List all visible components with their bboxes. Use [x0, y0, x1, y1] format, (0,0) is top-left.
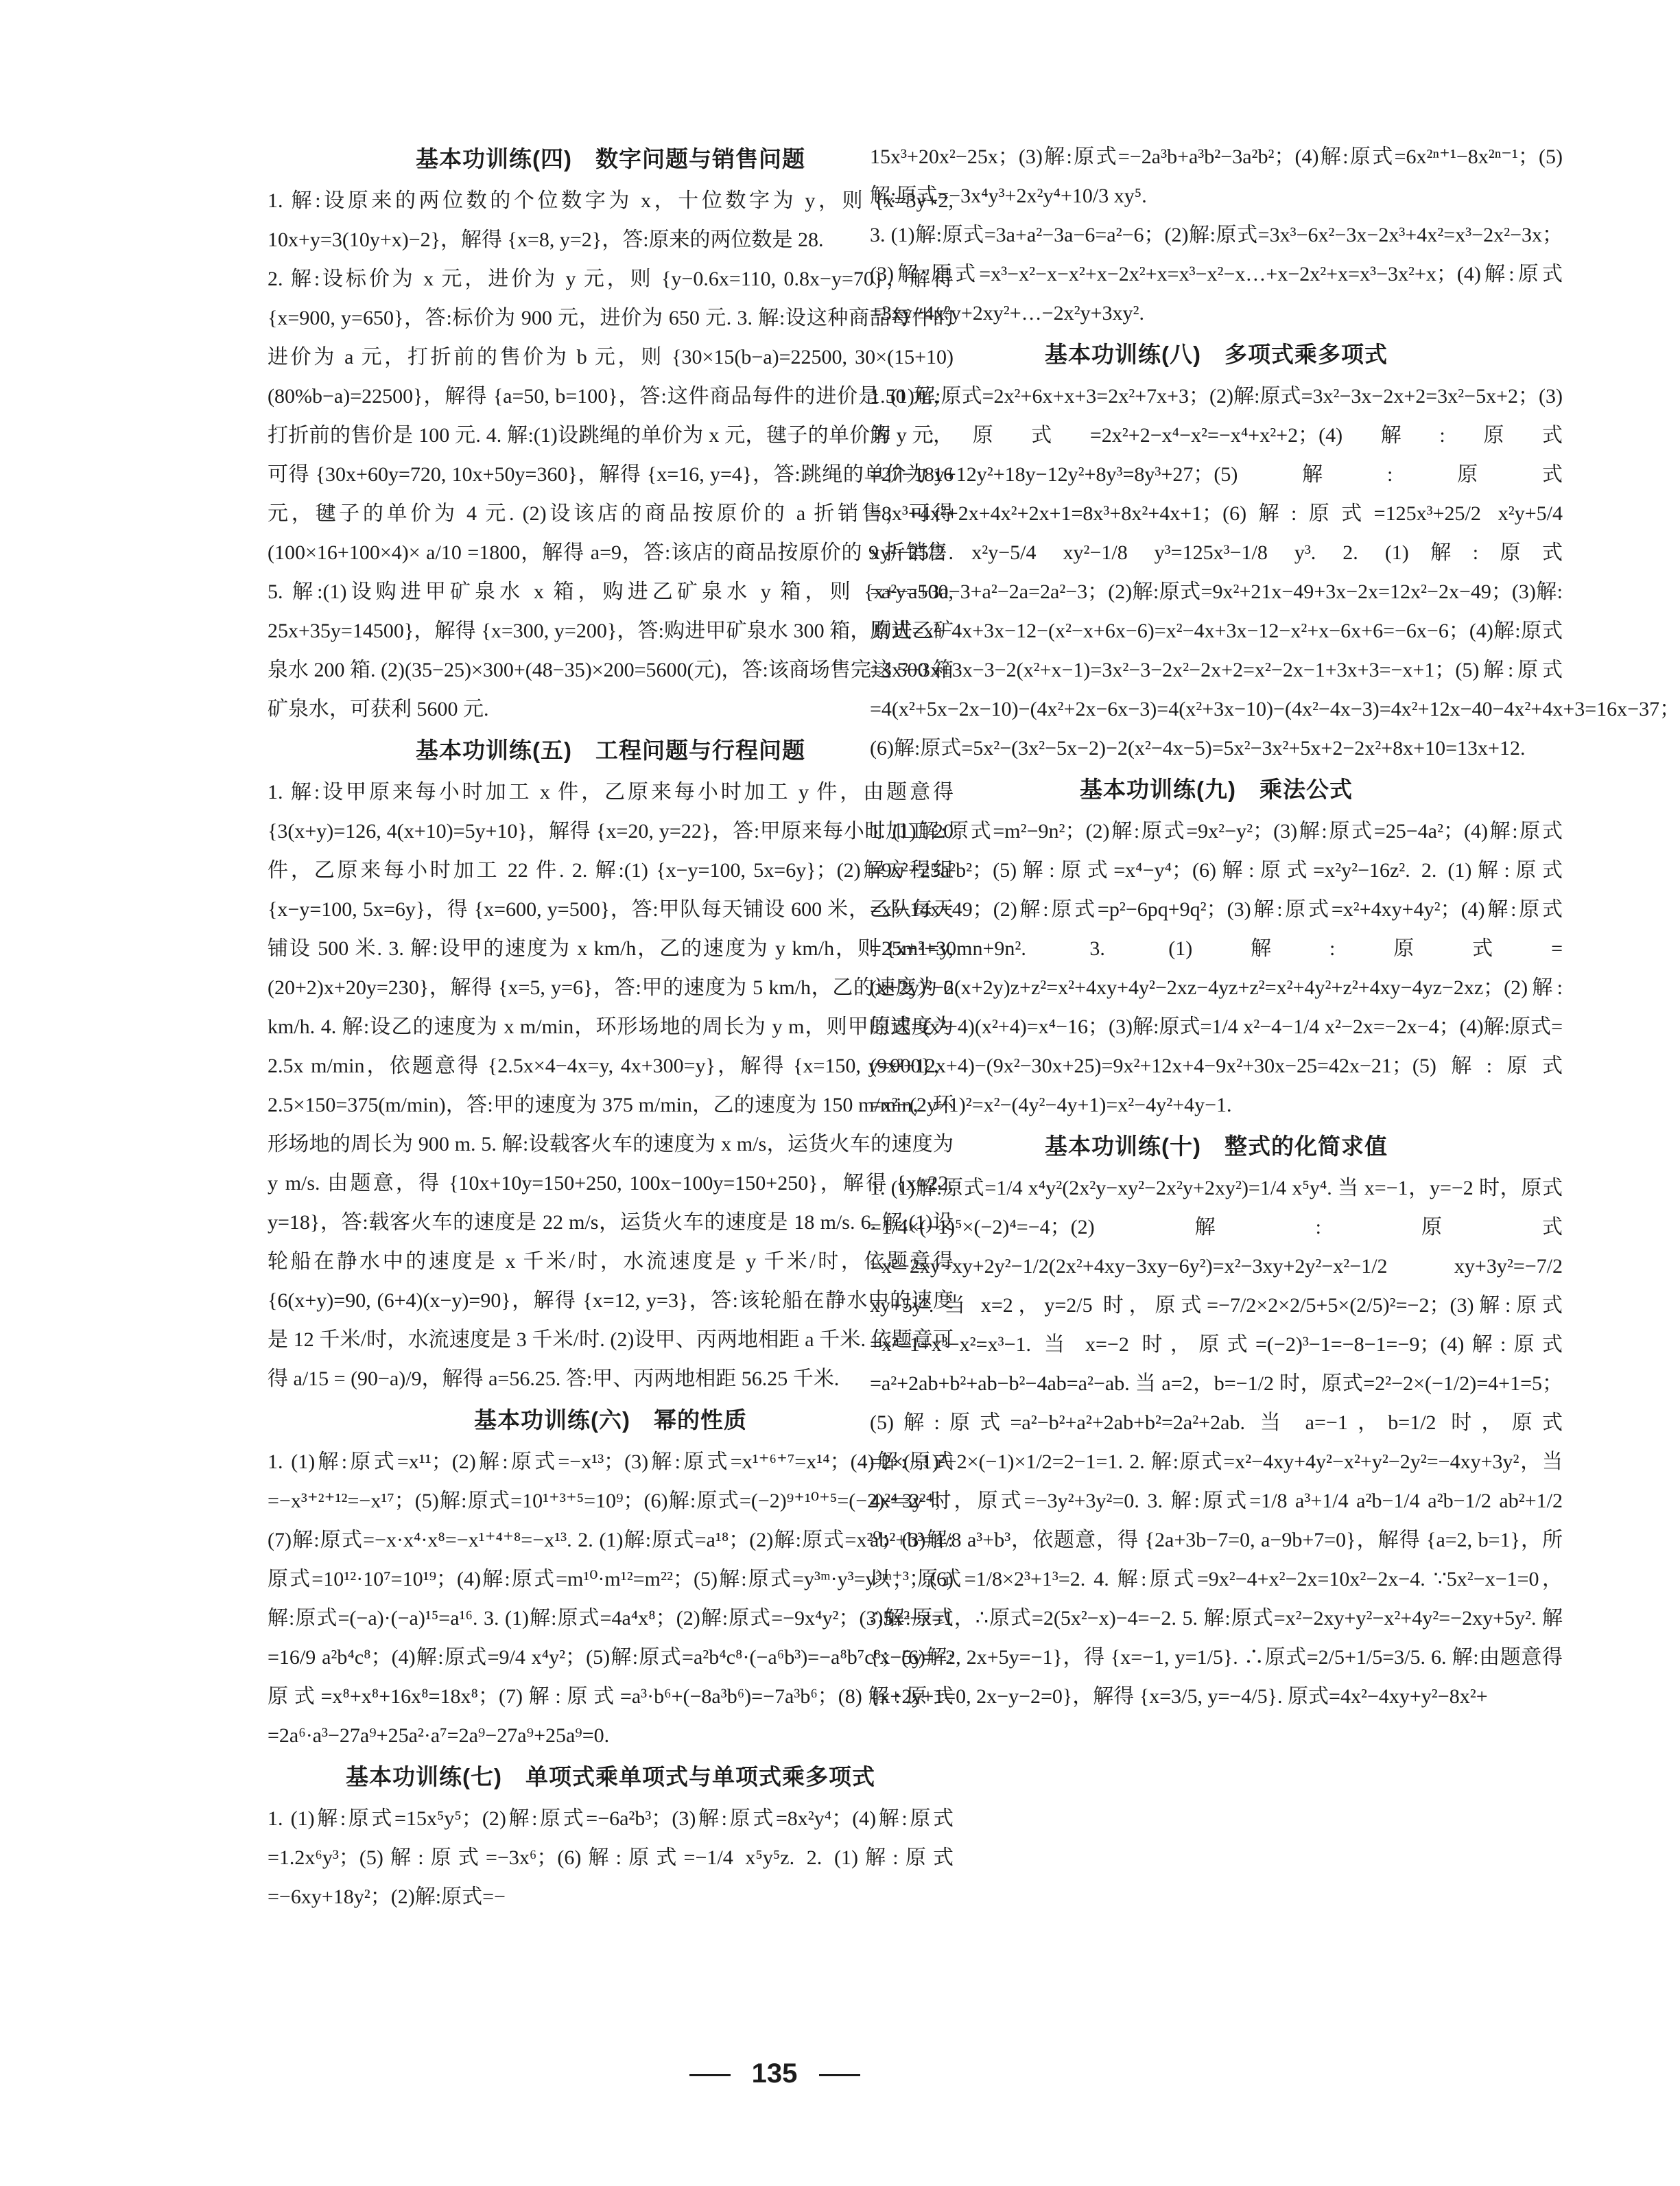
section-title: 基本功训练(四) 数字问题与销售问题 — [416, 146, 805, 172]
left-column — [268, 137, 954, 1916]
dash-left — [689, 2074, 731, 2076]
section-title: 基本功训练(五) 工程问题与行程问题 — [416, 738, 805, 763]
answer-paragraph: 15x³+20x²−25x；(3)解:原式=−2a³b+a³b²−3a²b²；(4)解:原式=6x²ⁿ⁺¹−8x²ⁿ⁻¹；(5)解:原式=−3x⁴y³+2x²y⁴+10/3 xy⁵. — [870, 145, 1563, 207]
section-title: 基本功训练(六) 幂的性质 — [474, 1407, 747, 1433]
answer-paragraph: 1. (1)解:原式=m²−9n²；(2)解:原式=9x²−y²；(3)解:原式=25−4a²；(4)解:原式=9x²−25a²b²；(5)解:原式=x⁴−y⁴；(6)解:原式=x²y²−16z². 2. (1)解:原式=x²−14x+49；(2)解:原式=p²−6pq+9q²；(3)解:原式=x²+4xy+4y²；(4)解:原式=25m²+30mn+9n². 3. (1)解:原式=(x+2y)²−2(x+2y)z+z²=x²+4xy+4y²−2xz−4yz+z²=x²+4y²+z²+4xy−4yz−2xz；(2)解:原式=(x²−4)(x²+4)=x⁴−16；(3)解:原式=1/4 x²−4−1/4 x²−2x=−2x−4；(4)解:原式=(9x²+12x+4)−(9x²−30x+25)=9x²+12x+4−9x²+30x−25=42x−21；(5)解:原式=x²−(2y−1)²=x²−(4y²−4y+1)=x²−4y²+4y−1. — [870, 820, 1563, 1116]
right-column — [870, 137, 1680, 1716]
section-title: 基本功训练(七) 单项式乘单项式与单项式乘多项式 — [346, 1764, 875, 1789]
answer-paragraph: 1. (1)解:原式=x¹¹；(2)解:原式=−x¹³；(3)解:原式=x¹⁺⁶⁺⁷=x¹⁴；(4)解:原式=−x³⁺²⁺¹²=−x¹⁷；(5)解:原式=10¹⁺³⁺⁵=10⁹；(6)解:原式=(−2)⁹⁺¹⁰⁺⁵=(−2)²⁴=2²⁴；(7)解:原式=−x·x⁴·x⁸=−x¹⁺⁴⁺⁸=−x¹³. 2. (1)解:原式=a¹⁸；(2)解:原式=x²⁰；(3)解:原式=10¹²·10⁷=10¹⁹；(4)解:原式=m¹⁰·m¹²=m²²；(5)解:原式=y³ᵐ·y³=y³ᵐ⁺³；(6)解:原式=(−a)·(−a)¹⁵=a¹⁶. 3. (1)解:原式=4a⁴x⁸；(2)解:原式=−9x⁴y²；(3)解:原式=16/9 a²b⁴c⁸；(4)解:原式=9/4 x⁴y²；(5)解:原式=a²b⁴c⁸·(−a⁶b³)=−a⁸b⁷c⁸；(6)解:原式=x⁸+x⁸+16x⁸=18x⁸；(7)解:原式=a³·b⁶+(−8a³b⁶)=−7a³b⁶；(8)解:原式=2a⁶·a³−27a⁹+25a²·a⁷=2a⁹−27a⁹+25a⁹=0. — [268, 1450, 954, 1747]
answer-paragraph: 2. 解:设标价为 x 元，进价为 y 元，则 {y−0.6x=110, 0.8x−y=70}，解得 {x=900, y=650}，答:标价为 900 元，进价为 650 元. 3. 解:设这种商品每件的进价为 a 元，打折前的售价为 b 元，则 {30×15(b−a)=22500, 30×(15+10)(80%b−a)=22500}，解得 {a=50, b=100}，答:这件商品每件的进价是 50 元，打折前的售价是 100 元. 4. 解:(1)设跳绳的单价为 x 元，毽子的单价为 y 元，可得 {30x+60y=720, 10x+50y=360}，解得 {x=16, y=4}，答:跳绳的单价为 16 元，毽子的单价为 4 元. (2)设该店的商品按原价的 a 折销售，可得(100×16+100×4)× a/10 =1800，解得 a=9，答:该店的商品按原价的 9 折销售. 5. 解:(1)设购进甲矿泉水 x 箱，购进乙矿泉水 y 箱，则 {x+y=500, 25x+35y=14500}，解得 {x=300, y=200}，答:购进甲矿泉水 300 箱，购进乙矿泉水 200 箱. (2)(35−25)×300+(48−35)×200=5600(元)，答:该商场售完这 500 箱矿泉水，可获利 5600 元. — [268, 268, 954, 720]
answer-paragraph: 1. (1)解:原式=15x⁵y⁵；(2)解:原式=−6a²b³；(3)解:原式=8x²y⁴；(4)解:原式=1.2x⁶y³；(5)解:原式=−3x⁶；(6)解:原式=−1/4 x⁵y⁵z. 2. (1)解:原式=−6xy+18y²；(2)解:原式=− — [268, 1807, 954, 1908]
answer-paragraph: 1. 解:设原来的两位数的个位数字为 x，十位数字为 y，则 {x=3y+2, 10x+y=3(10y+x)−2}，解得 {x=8, y=2}，答:原来的两位数是 28. — [268, 189, 954, 251]
dash-right — [819, 2074, 860, 2076]
answer-paragraph: 1. 解:设甲原来每小时加工 x 件，乙原来每小时加工 y 件，由题意得 {3(x+y)=126, 4(x+10)=5y+10}，解得 {x=20, y=22}，答:甲原来每小时加工 20 件，乙原来每小时加工 22 件. 2. 解:(1) {x−y=100, 5x=6y}；(2)解方程组 {x−y=100, 5x=6y}，得 {x=600, y=500}，答:甲队每天铺设 600 米，乙队每天铺设 500 米. 3. 解:设甲的速度为 x km/h，乙的速度为 y km/h，则 {x+1=y, (20+2)x+20y=230}，解得 {x=5, y=6}，答:甲的速度为 5 km/h，乙的速度为 6 km/h. 4. 解:设乙的速度为 x m/min，环形场地的周长为 y m，则甲的速度为 2.5x m/min，依题意得 {2.5x×4−4x=y, 4x+300=y}，解得 {x=150, y=900}，2.5×150=375(m/min)，答:甲的速度为 375 m/min，乙的速度为 150 m/min，环形场地的周长为 900 m. 5. 解:设载客火车的速度为 x m/s，运货火车的速度为 y m/s. 由题意，得 {10x+10y=150+250, 100x−100y=150+250}，解得 {x=22, y=18}，答:载客火车的速度是 22 m/s，运货火车的速度是 18 m/s. 6. 解:(1)设轮船在静水中的速度是 x 千米/时，水流速度是 y 千米/时，依题意得 {6(x+y)=90, (6+4)(x−y)=90}，解得 {x=12, y=3}，答:该轮船在静水中的速度是 12 千米/时，水流速度是 3 千米/时. (2)设甲、丙两地相距 a 千米. 依题意可得 a/15 = (90−a)/9，解得 a=56.25. 答:甲、丙两地相距 56.25 千米. — [268, 781, 954, 1390]
answer-paragraph: 1. (1)解:原式=2x²+6x+x+3=2x²+7x+3；(2)解:原式=3x²−3x−2x+2=3x²−5x+2；(3)解:原式=2x²+2−x⁴−x²=−x⁴+x²+2；(4)解:原式=27−18y+12y²+18y−12y²+8y³=8y³+27；(5)解:原式=8x³+4x²+2x+4x²+2x+1=8x³+8x²+4x+1；(6)解:原式=125x³+25/2 x²y+5/4 xy²−25/2 x²y−5/4 xy²−1/8 y³=125x³−1/8 y³. 2. (1)解:原式=a²−a+3a−3+a²−2a=2a²−3；(2)解:原式=9x²+21x−49+3x−2x=12x²−2x−49；(3)解:原式=x²−4x+3x−12−(x²−x+6x−6)=x²−4x+3x−12−x²+x−6x+6=−6x−6；(4)解:原式=3x²−3x+3x−3−2(x²+x−1)=3x²−3−2x²−2x+2=x²−2x−1+3x+3=−x+1；(5)解:原式=4(x²+5x−2x−10)−(4x²+2x−6x−3)=4(x²+3x−10)−(4x²−4x−3)=4x²+12x−40−4x²+4x+3=16x−37；(6)解:原式=5x²−(3x²−5x−2)−2(x²−4x−5)=5x²−3x²+5x+2−2x²+8x+10=13x+12. — [870, 385, 1680, 760]
page-number-text: 135 — [751, 2058, 798, 2089]
answer-paragraph: 1. (1)解:原式=1/4 x⁴y²(2x²y−xy²−2x²y+2xy²)=1/4 x⁵y⁴. 当 x=−1，y=−2 时，原式=1/4×(−1)⁵×(−2)⁴=−4；(2)解:原式=x²−2xy−xy+2y²−1/2(2x²+4xy−3xy−6y²)=x²−3xy+2y²−x²−1/2 xy+3y²=−7/2 xy+5y². 当 x=2，y=2/5 时，原式=−7/2×2×2/5+5×(2/5)²=−2；(3)解:原式=x²−1+x³−x²=x³−1. 当 x=−2 时，原式=(−2)³−1=−8−1=−9；(4)解:原式=a²+2ab+b²+ab−b²−4ab=a²−ab. 当 a=2，b=−1/2 时，原式=2²−2×(−1/2)=4+1=5；(5)解:原式=a²−b²+a²+2ab+b²=2a²+2ab. 当 a=−1，b=1/2 时，原式=2×(−1)²+2×(−1)×1/2=2−1=1. 2. 解:原式=x²−4xy+4y²−x²+y²−2y²=−4xy+3y²，当 4x=3y 时，原式=−3y²+3y²=0. 3. 解:原式=1/8 a³+1/4 a²b−1/4 a²b−1/2 ab²+1/2 ab²+b³=1/8 a³+b³，依题意，得 {2a+3b−7=0, a−9b+7=0}，解得 {a=2, b=1}，所以，原式=1/8×2³+1³=2. 4. 解:原式=9x²−4+x²−2x=10x²−2x−4. ∵5x²−x−1=0，∴5x²−x=1，∴原式=2(5x²−x)−4=−2. 5. 解:原式=x²−2xy+y²−x²+4y²=−2xy+5y². 解 {x−5y=−2, 2x+5y=−1}，得 {x=−1, y=1/5}. ∴原式=2/5+1/5=3/5. 6. 解:由题意得 {x+2y+1=0, 2x−y−2=0}，解得 {x=3/5, y=−4/5}. 原式=4x²−4xy+y²−8x²+ — [870, 1177, 1563, 1708]
answer-paragraph: 3. (1)解:原式=3a+a²−3a−6=a²−6；(2)解:原式=3x³−6x²−3x−2x³+4x²=x³−2x²−3x；(3)解:原式=x³−x²−x−x²+x−2x²+x=x³−x²−x…+x−2x²+x=x³−3x²+x；(4)解:原式=3xy−4x²y+2xy²+…−2x²y+3xy². — [870, 224, 1563, 325]
section-title: 基本功训练(十) 整式的化简求值 — [1045, 1133, 1388, 1159]
page-number — [0, 2058, 1549, 2089]
section-title: 基本功训练(九) 乘法公式 — [1080, 777, 1353, 802]
section-title: 基本功训练(八) 多项式乘多项式 — [1045, 342, 1388, 367]
